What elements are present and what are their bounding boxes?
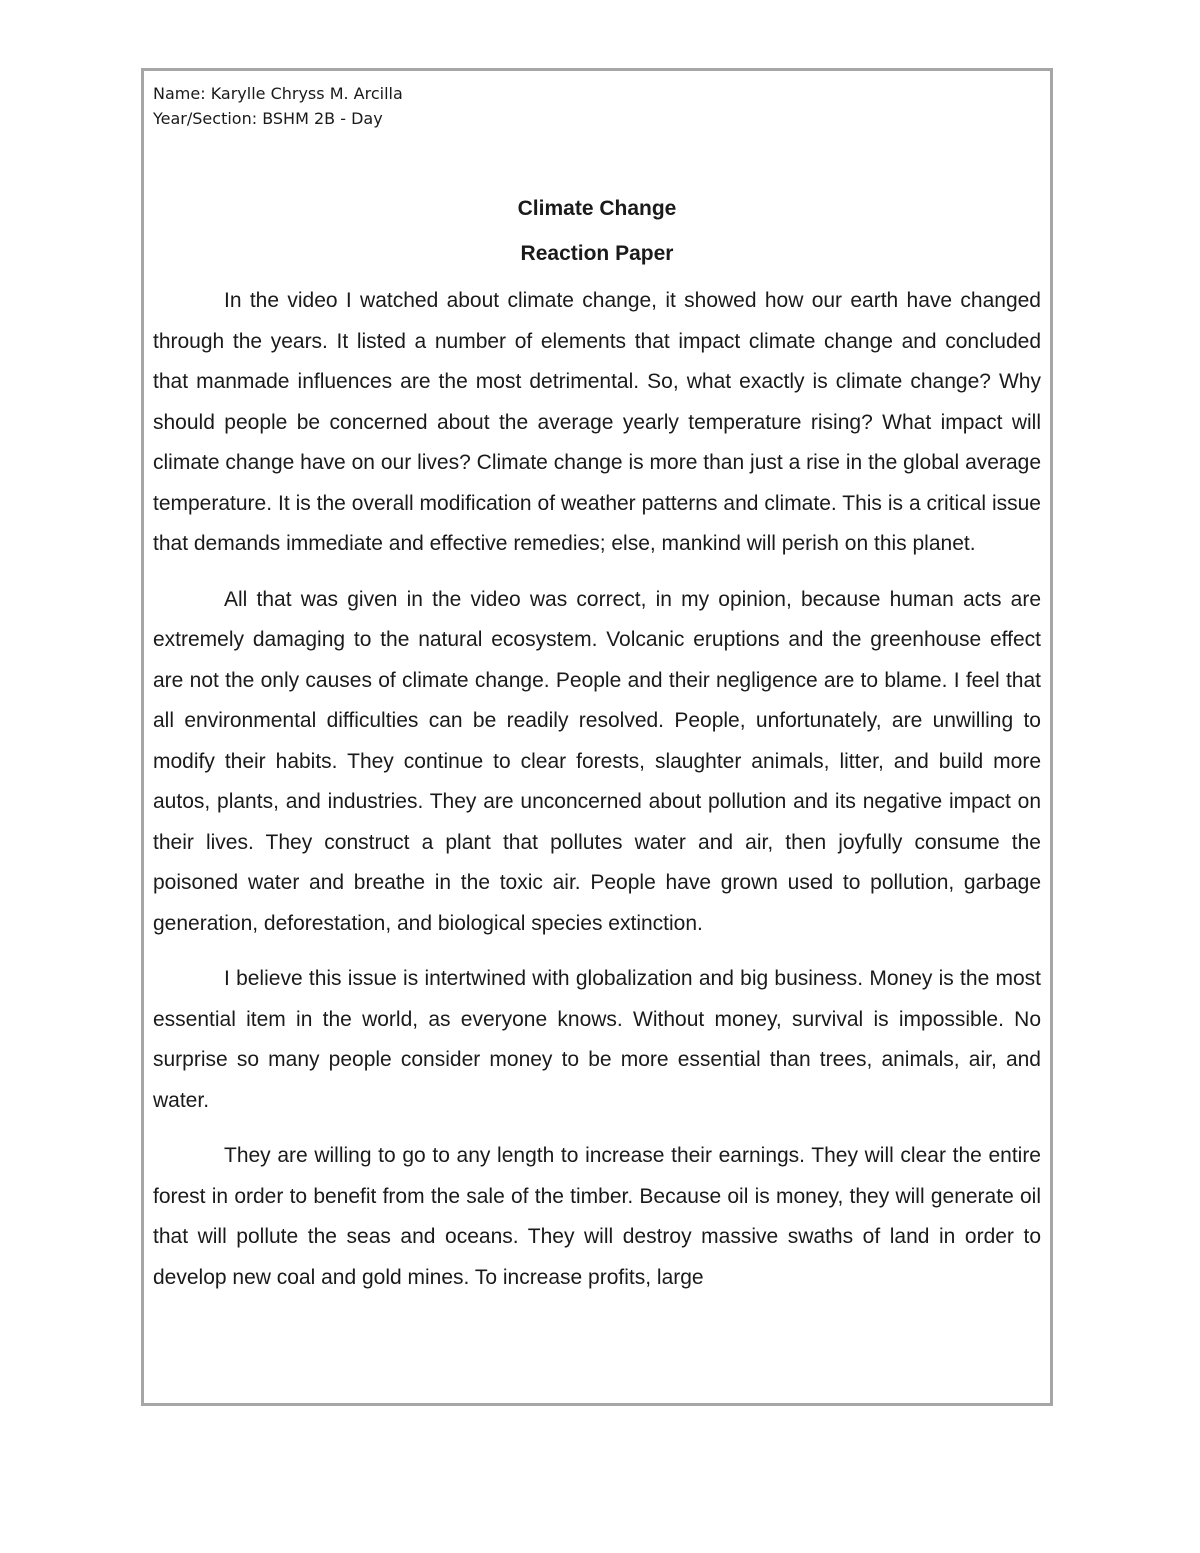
paragraph-2: All that was given in the video was correct, in my opinion, because human acts are extremely damaging to the natural ecosystem. Volcanic eruptions and the greenhouse effect are not the only causes of climate change. People and their negligence are to blame. I feel that all environmental difficulties can be readily resolved. People, unfortunately, are unwilling to modify their habits. They continue to clear forests, slaughter animals, litter, and build more autos, plants, and industries. They are unconcerned about pollution and its negative impact on their lives. They construct a plant that pollutes water and air, then joyfully consume the poisoned water and breathe in the toxic air. People have grown used to pollution, garbage generation, deforestation, and biological species extinction. [153,587,1041,935]
paragraph-3: I believe this issue is intertwined with globalization and big business. Money is the most essential item in the world, as everyone knows. Without money, survival is impossible. No surprise so many people consider money to be more essential than trees, animals, air, and water. [153,967,1041,1112]
name-label: Name: [153,84,206,103]
paragraph-4: They are willing to go to any length to increase their earnings. They will clear the entire forest in order to benefit from the sale of the timber. Because oil is money, they will generate oil that will pollute the seas and oceans. They will destroy massive swaths of land in order to develop new coal and gold mines. To increase profits, large [153,1144,1041,1289]
section-line [153,106,403,131]
paragraph-1: In the video I watched about climate change, it showed how our earth have changed through the years. It listed a number of elements that impact climate change and concluded that manmade influences are the most detrimental. So, what exactly is climate change? Why should people be concerned about the average yearly temperature rising? What impact will climate change have on our lives? Climate change is more than just a rise in the global average temperature. It is the overall modification of weather patterns and climate. This is a critical issue that demands immediate and effective remedies; else, mankind will perish on this planet. [153,289,1041,555]
document-page [141,68,1053,1406]
name-line [153,81,403,106]
title-block [144,189,1050,279]
section-value: BSHM 2B - Day [262,109,383,128]
name-value: Karylle Chryss M. Arcilla [210,84,403,103]
document-title: Climate Change [517,197,677,220]
document-subtitle: Reaction Paper [520,242,674,265]
body-text [153,281,1041,1313]
section-label: Year/Section: [153,109,258,128]
student-info [153,81,403,131]
